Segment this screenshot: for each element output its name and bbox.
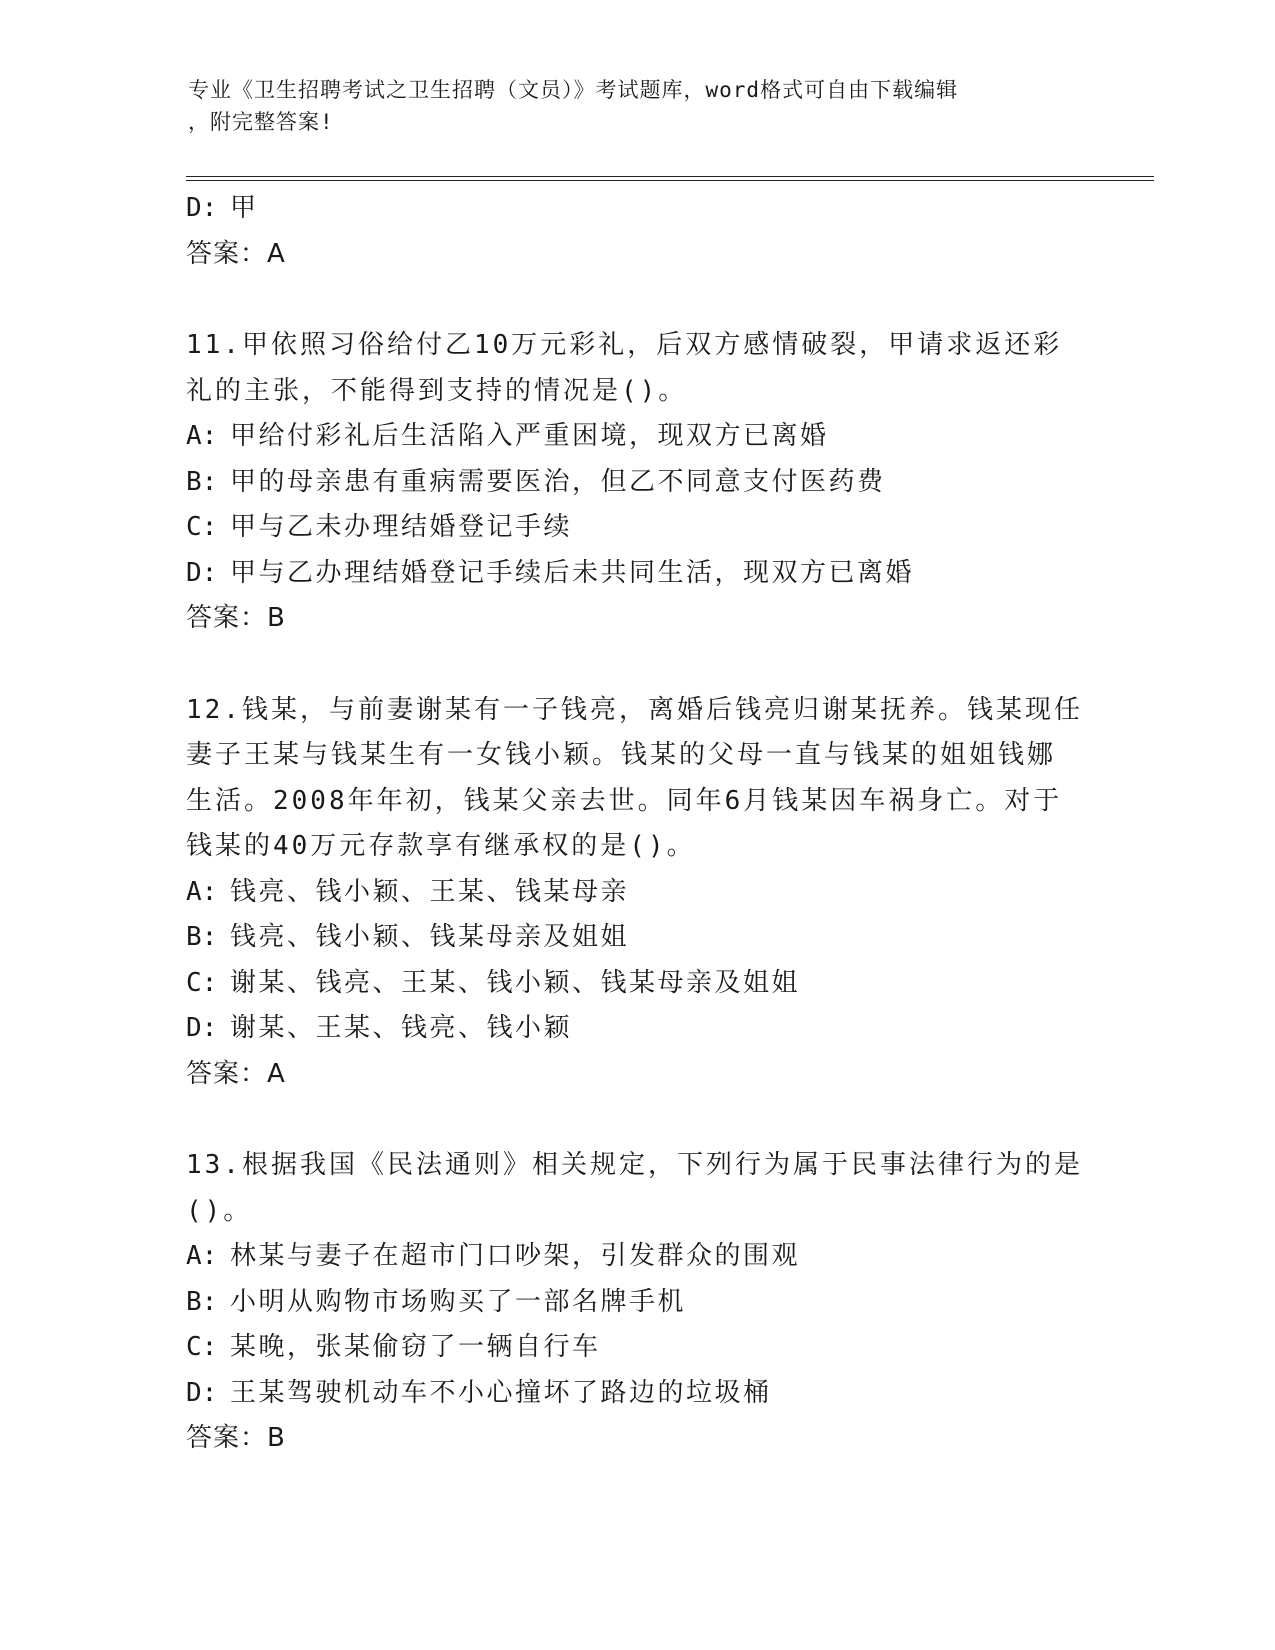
- question-stem-line: 13.根据我国《民法通则》相关规定，下列行为属于民事法律行为的是: [186, 1150, 1083, 1180]
- option-a: [186, 870, 1086, 916]
- option-d: [186, 1371, 1086, 1417]
- option-label: B:: [186, 922, 218, 952]
- option-c: [186, 505, 1086, 551]
- option-d: [186, 1006, 1086, 1052]
- option-b: [186, 460, 1086, 506]
- question-content: [186, 186, 1086, 1462]
- option-label: D:: [186, 557, 218, 588]
- option-text: 甲与乙办理结婚登记手续后未共同生活，现双方已离婚: [230, 557, 915, 588]
- question-stem-line: 12.钱某，与前妻谢某有一子钱亮，离婚后钱亮归谢某抚养。钱某现任: [186, 694, 1083, 725]
- option-c: [186, 1325, 1086, 1371]
- question-stem-line: 11.甲依照习俗给付乙10万元彩礼，后双方感情破裂，甲请求返还彩: [186, 330, 1063, 360]
- header-note: [188, 74, 1068, 138]
- answer-line: 答案：A: [186, 238, 286, 269]
- question-stem-line: 妻子王某与钱某生有一女钱小颖。钱某的父母一直与钱某的姐姐钱娜: [186, 740, 1057, 770]
- option-label: C:: [186, 512, 218, 542]
- option-text: 钱亮、钱小颖、王某、钱某母亲: [230, 876, 630, 907]
- answer-line: 答案：A: [186, 1058, 286, 1089]
- option-text: 钱亮、钱小颖、钱某母亲及姐姐: [230, 922, 630, 952]
- option-b: [186, 1280, 1086, 1326]
- option-label: B:: [186, 466, 218, 497]
- option-text: 甲给付彩礼后生活陷入严重困境，现双方已离婚: [230, 421, 829, 451]
- option-text: 某晚，张某偷窃了一辆自行车: [230, 1332, 601, 1362]
- option-text: 小明从购物市场购买了一部名牌手机: [230, 1286, 687, 1317]
- option-label: C:: [186, 1332, 218, 1362]
- question-stem-line: 钱某的40万元存款享有继承权的是()。: [186, 831, 696, 861]
- option-text: 谢某、王某、钱亮、钱小颖: [230, 1013, 573, 1043]
- question-11-stem: [186, 323, 1086, 414]
- option-b: [186, 915, 1086, 961]
- option-label: A:: [186, 876, 218, 907]
- option-label: C:: [186, 967, 218, 998]
- option-text: 甲的母亲患有重病需要医治，但乙不同意支付医药费: [230, 466, 886, 497]
- question-stem-line: 生活。2008年年初，钱某父亲去世。同年6月钱某因车祸身亡。对于: [186, 785, 1063, 816]
- option-a: [186, 414, 1086, 460]
- option-label: D:: [186, 193, 218, 223]
- option-d: [186, 551, 1086, 597]
- question-stem-line: ()。: [186, 1195, 253, 1226]
- header-note-line-1: 专业《卫生招聘考试之卫生招聘（文员）》考试题库，word格式可自由下载编辑: [188, 78, 959, 102]
- answer-line: 答案：B: [186, 603, 286, 633]
- question-13-stem: [186, 1143, 1086, 1234]
- option-label: D:: [186, 1013, 218, 1043]
- option-text: 林某与妻子在超市门口吵架，引发群众的围观: [230, 1241, 801, 1271]
- option-label: D:: [186, 1377, 218, 1408]
- option-text: 甲: [230, 193, 259, 223]
- question-12-stem: [186, 688, 1086, 870]
- option-d: [186, 186, 1086, 232]
- header-note-line-2: ，附完整答案!: [188, 110, 334, 134]
- option-label: A:: [186, 1241, 218, 1271]
- option-text: 王某驾驶机动车不小心撞坏了路边的垃圾桶: [230, 1377, 772, 1408]
- answer-line: 答案：B: [186, 1423, 286, 1453]
- question-stem-line: 礼的主张，不能得到支持的情况是()。: [186, 375, 688, 406]
- option-label: B:: [186, 1286, 218, 1317]
- option-text: 谢某、钱亮、王某、钱小颖、钱某母亲及姐姐: [230, 967, 801, 998]
- option-text: 甲与乙未办理结婚登记手续: [230, 512, 573, 542]
- option-a: [186, 1234, 1086, 1280]
- option-label: A:: [186, 421, 218, 451]
- header-double-rule: [186, 176, 1154, 181]
- option-c: [186, 961, 1086, 1007]
